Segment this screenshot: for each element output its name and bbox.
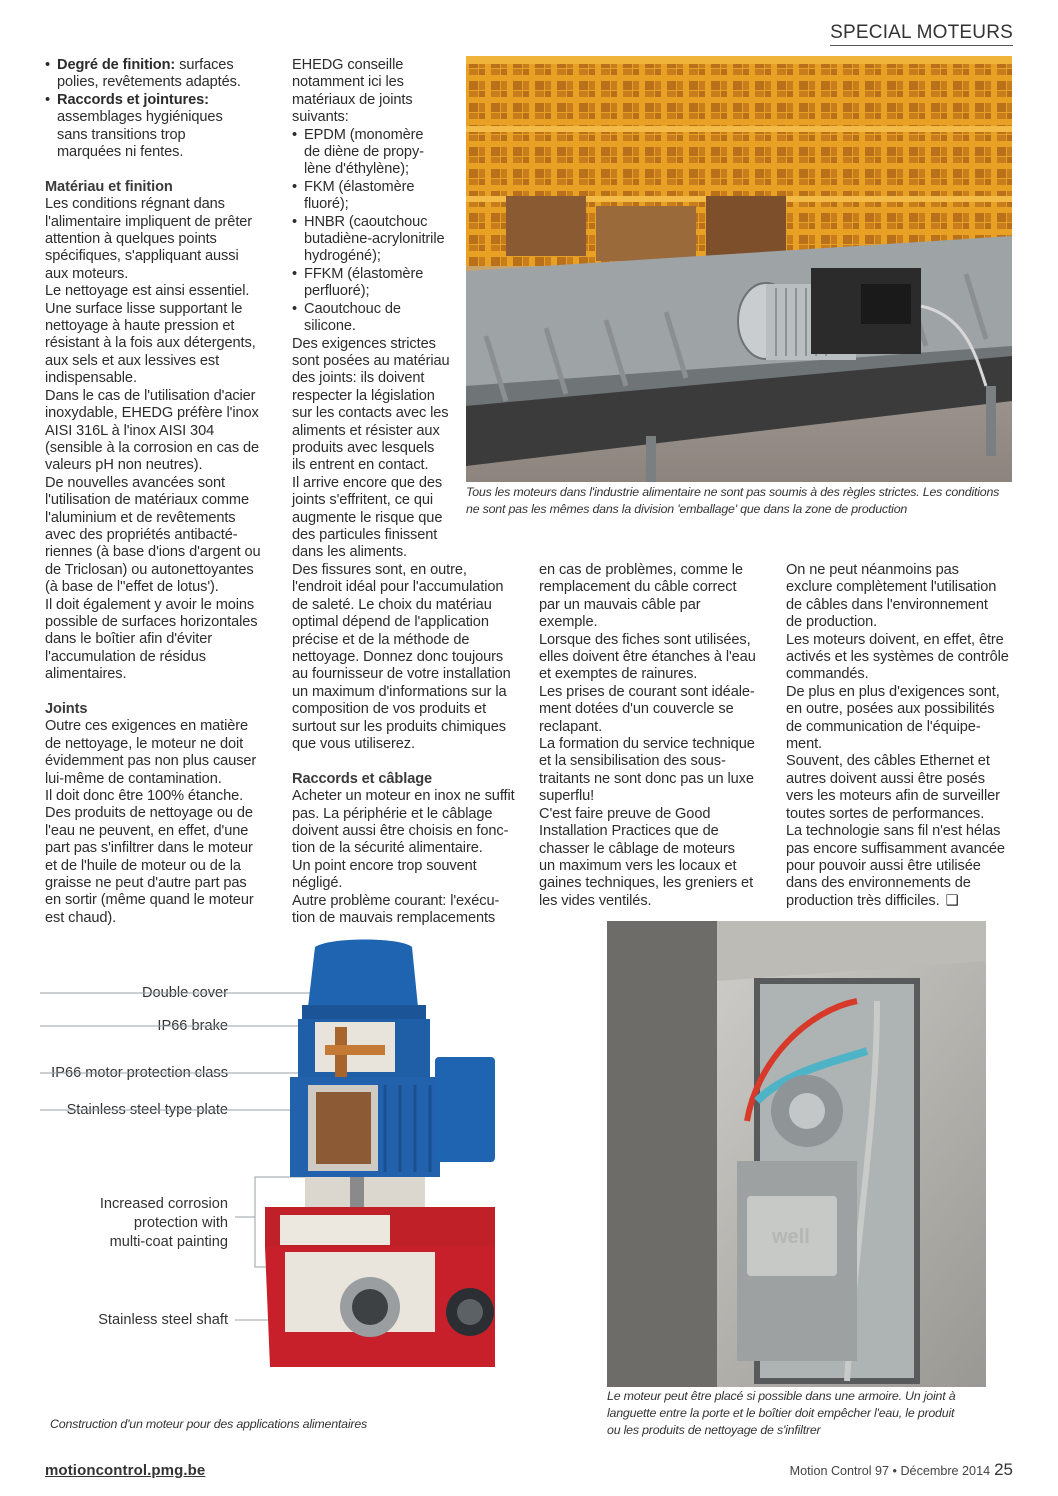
text-line: et de l'huile de moteur ou de la xyxy=(45,857,241,874)
label-line: protection with xyxy=(133,1215,228,1231)
bullet-dot: • xyxy=(45,91,51,108)
text-line: en cas de problèmes, comme le xyxy=(539,562,743,578)
list-item-line: lène d'éthylène); xyxy=(304,161,409,178)
bullet-dot: • xyxy=(45,57,51,73)
text-line: l'aluminium et de revêtements xyxy=(45,509,236,526)
list-item-line: EPDM (monomère xyxy=(304,126,424,143)
bullet-dot: • xyxy=(292,213,298,230)
text-line: Outre ces exigences en matière xyxy=(45,718,249,735)
bullet-dot: • xyxy=(292,265,298,282)
text-line: des joints: ils doivent xyxy=(292,370,425,387)
list-item xyxy=(292,301,462,336)
bullet-text: assemblages hygiéniques xyxy=(57,109,223,126)
text-line: de nettoyage, le moteur ne doit xyxy=(45,735,244,752)
page-number: 25 xyxy=(994,1460,1013,1479)
text-line: négligé. xyxy=(292,875,343,892)
bullet-text: polies, revêtements adaptés. xyxy=(57,74,241,91)
text-line: spécifiques, s'appliquant aussi xyxy=(45,248,239,265)
text-line: un maximum vers les locaux et xyxy=(539,857,737,874)
text-line: précise et de la méthode de xyxy=(292,631,470,648)
text-line: La formation du service technique xyxy=(539,736,755,753)
text-line: au fournisseur de votre installation xyxy=(292,666,511,683)
text-line: Des exigences strictes xyxy=(292,335,436,352)
list-item-line: Caoutchouc de xyxy=(304,300,401,317)
caption-motor: Construction d'un moteur pour des applications alimentaires xyxy=(50,1417,368,1431)
text-line: que vous utiliserez. xyxy=(292,736,415,753)
column-1 xyxy=(45,57,275,927)
text-line: La technologie sans fil n'est hélas xyxy=(786,823,1001,840)
bullet-bold: Raccords et jointures: xyxy=(57,91,209,108)
text-line: aliments et résister aux xyxy=(292,422,440,439)
text-line: toutes sortes de performances. xyxy=(786,805,985,822)
list-item-line: silicone. xyxy=(304,318,356,335)
text-line: optimal dépend de l'application xyxy=(292,614,489,631)
text-line: part pas s'infiltrer dans le moteur xyxy=(45,840,253,857)
text-line: de production. xyxy=(786,614,878,631)
label-line: multi-coat painting xyxy=(109,1234,228,1250)
caption-conveyor xyxy=(466,484,1026,518)
list-item-line: fluoré); xyxy=(304,196,349,213)
heading-materiau: Matériau et finition xyxy=(45,178,173,195)
paragraph-fissures xyxy=(292,562,527,753)
text-line: valeurs pH non neutres). xyxy=(45,457,203,474)
text-line: chasser le câblage de moteurs xyxy=(539,840,735,857)
text-line: l'endroit idéal pour l'accumulation xyxy=(292,579,504,596)
text-line: suivants: xyxy=(292,109,349,126)
text-line: de communication de l'équipe- xyxy=(786,718,981,735)
heading-joints: Joints xyxy=(45,701,88,717)
label-line: Increased corrosion xyxy=(99,1196,228,1212)
caption-line: Le moteur peut être placé si possible dans une armoire. Un joint à xyxy=(607,1389,956,1403)
text-line: de Triclosan) ou autonettoyantes xyxy=(45,561,254,578)
text-line: produits avec lesquels xyxy=(292,439,435,456)
bullet-list xyxy=(45,57,275,161)
paragraph-joint-requirements xyxy=(292,336,462,562)
bullet-dot: • xyxy=(292,126,298,143)
text-line: sont posées au matériau xyxy=(292,352,450,369)
text-line: aux moteurs. xyxy=(45,265,129,282)
text-line: vers les moteurs afin de surveiller xyxy=(786,788,1000,805)
bullet-bold: Degré de finition: xyxy=(57,57,176,73)
paragraph-raccords xyxy=(292,788,527,927)
text-line: Acheter un moteur en inox ne suffit xyxy=(292,788,515,805)
text-line: en sortir (même quand le moteur xyxy=(45,892,254,909)
bullet-text: marquées ni fentes. xyxy=(57,144,184,161)
text-line: de saleté. Le choix du matériau xyxy=(292,596,492,613)
text-line: dans des environnements de xyxy=(786,875,971,892)
text-line: est chaud). xyxy=(45,909,117,926)
text-line: Lorsque des fiches sont utilisées, xyxy=(539,631,751,648)
text-line: Il arrive encore que des xyxy=(292,474,443,491)
list-item-line: butadiène-acrylonitrile xyxy=(304,231,445,248)
text-line: pour pouvoir aussi être utilisée xyxy=(786,857,981,874)
text-line: tion de mauvais remplacements xyxy=(292,910,496,927)
text-line: EHEDG conseille xyxy=(292,57,404,73)
text-line: Autre problème courant: l'exécu- xyxy=(292,892,500,909)
text-line: traitants ne sont donc pas un luxe xyxy=(539,770,754,787)
text-line: De nouvelles avancées sont xyxy=(45,474,225,491)
bullet-finition xyxy=(45,57,275,92)
text-line: par un mauvais câble par xyxy=(539,596,701,613)
caption-line: Tous les moteurs dans l'industrie alimentaire ne sont pas soumis à des règles strictes. Les conditions xyxy=(466,485,1000,499)
website-link[interactable]: motioncontrol.pmg.be xyxy=(45,1462,206,1479)
text-line: nettoyage. Donnez donc toujours xyxy=(292,649,504,666)
list-item xyxy=(292,127,462,179)
text-line: en outre, posées aux possibilités xyxy=(786,701,995,718)
text-line: Souvent, des câbles Ethernet et xyxy=(786,753,990,770)
list-item-line: perfluoré); xyxy=(304,283,370,300)
column-4 xyxy=(786,562,1018,910)
text-line: ment dotées d'un couvercle se xyxy=(539,701,734,718)
text-line: joints s'effritent, ce qui xyxy=(292,492,434,509)
text-line xyxy=(786,893,1018,910)
text-line: surtout sur les produits chimiques xyxy=(292,718,506,735)
label-double-cover: Double cover xyxy=(142,985,228,1001)
caption-cabinet xyxy=(607,1388,987,1439)
caption-line: ne sont pas les mêmes dans la division 'emballage' que dans la zone de production xyxy=(466,502,908,516)
text-line: De plus en plus d'exigences sont, xyxy=(786,683,1000,700)
text-line: tion de la sécurité alimentaire. xyxy=(292,840,483,857)
text-line: l'utilisation de matériaux comme xyxy=(45,492,249,509)
list-item-line: FKM (élastomère xyxy=(304,178,415,195)
text-line: inoxydable, EHEDG préfère l'inox xyxy=(45,405,259,422)
text-line: Les prises de courant sont idéale- xyxy=(539,683,755,700)
text-line: remplacement du câble correct xyxy=(539,579,737,596)
text-line: On ne peut néanmoins pas xyxy=(786,562,959,578)
caption-line: ou les produits de nettoyage de s'infiltrer xyxy=(607,1423,821,1437)
brand-logo: well xyxy=(772,1226,810,1248)
text-line: l'eau ne peuvent, en effet, d'une xyxy=(45,822,249,839)
text-line: Une surface lisse supportant le xyxy=(45,300,243,317)
text-line: Dans le cas de l'utilisation d'acier xyxy=(45,387,256,404)
list-item xyxy=(292,266,462,301)
text-line: alimentaires. xyxy=(45,666,127,683)
text-line: matériaux de joints xyxy=(292,91,413,108)
text-line: évidemment pas non plus causer xyxy=(45,753,257,770)
bullet-text: surfaces xyxy=(175,57,234,73)
text-line: l'accumulation de résidus xyxy=(45,648,206,665)
text-line: Il doit donc être 100% étanche. xyxy=(45,788,244,805)
photo-motor-cabinet xyxy=(607,921,986,1387)
text-line: reclapant. xyxy=(539,718,603,735)
text-line: dans les aliments. xyxy=(292,544,408,561)
list-item-line: de diène de propy- xyxy=(304,144,424,161)
caption-line: languette entre la porte et le boîtier doit empêcher l'eau, le produit xyxy=(607,1406,955,1420)
text-line: AISI 316L à l'inox AISI 304 xyxy=(45,422,215,439)
bullet-dot: • xyxy=(292,300,298,317)
text-line: avec des propriétés antibacté- xyxy=(45,526,238,543)
text-line: Installation Practices que de xyxy=(539,823,719,840)
paragraph-joint-materials-intro xyxy=(292,57,462,127)
label-shaft: Stainless steel shaft xyxy=(98,1312,228,1328)
list-item-line: FFKM (élastomère xyxy=(304,265,424,282)
text-line: lui-même de contamination. xyxy=(45,770,222,787)
issue-label: Motion Control 97 • Décembre 2014 xyxy=(789,1464,991,1478)
text-line: résistant à la fois aux détergents, xyxy=(45,335,256,352)
text-line: Il doit également y avoir le moins xyxy=(45,596,255,613)
text-line: sur les contacts avec les xyxy=(292,405,449,422)
column-3 xyxy=(539,562,774,910)
label-type-plate: Stainless steel type plate xyxy=(66,1102,228,1118)
bullet-text: sans transitions trop xyxy=(57,126,186,143)
heading-raccords: Raccords et câblage xyxy=(292,770,433,787)
text-line: des particules finissent xyxy=(292,526,438,543)
text-line: ils entrent en contact. xyxy=(292,457,429,474)
photo-conveyor xyxy=(466,56,1012,482)
text-line: notamment ici les xyxy=(292,74,404,91)
motor-cutaway-illustration xyxy=(40,927,514,1401)
text-line: elles doivent être étanches à l'eau xyxy=(539,649,756,666)
paragraph-cablage xyxy=(539,562,774,910)
text-line: Les moteurs doivent, en effet, être xyxy=(786,631,1004,648)
text-line: et la sensibilisation des sous- xyxy=(539,753,726,770)
bullet-raccords xyxy=(45,92,275,162)
list-item-line: HNBR (caoutchouc xyxy=(304,213,428,230)
text-line: Des fissures sont, en outre, xyxy=(292,562,467,578)
paragraph-materiau xyxy=(45,196,275,683)
list-item xyxy=(292,214,462,266)
text-line: aux sels et aux lessives est xyxy=(45,352,220,369)
text-line: pas encore suffisamment avancée xyxy=(786,840,1005,857)
bullet-dot: • xyxy=(292,178,298,195)
text-line: composition de vos produits et xyxy=(292,701,487,718)
text-line: augmente le risque que xyxy=(292,509,443,526)
text-line: commandés. xyxy=(786,666,869,683)
figure-motor-construction xyxy=(40,927,514,1401)
text-line: indispensable. xyxy=(45,370,137,387)
section-title: SPECIAL MOTEURS xyxy=(830,22,1013,46)
cabinet-illustration xyxy=(607,921,986,1387)
text-line: doivent aussi être choisis en fonc- xyxy=(292,823,509,840)
text-line: graisse ne peut d'autre part pas xyxy=(45,875,247,892)
text-line: exemple. xyxy=(539,614,598,631)
label-ip66-brake: IP66 brake xyxy=(157,1018,228,1034)
paragraph-cables-production xyxy=(786,562,1018,910)
text-line: riennes (à base d'ions d'argent ou xyxy=(45,544,261,561)
paragraph-joints xyxy=(45,718,275,927)
column-2 xyxy=(292,57,462,562)
text-line: Un point encore trop souvent xyxy=(292,857,477,874)
conveyor-illustration xyxy=(466,56,1012,482)
joint-materials-list xyxy=(292,127,462,336)
text-line: ment. xyxy=(786,736,822,753)
text-line: autres doivent aussi être posés xyxy=(786,770,985,787)
list-item-line: hydrogéné); xyxy=(304,248,381,265)
text-line: un maximum d'informations sur la xyxy=(292,683,507,700)
text-line: respecter la législation xyxy=(292,387,435,404)
text-line: l'alimentaire impliquent de prêter xyxy=(45,213,253,230)
text-line: (à base de l''effet de lotus'). xyxy=(45,579,219,596)
text-line: Les conditions régnant dans xyxy=(45,196,225,213)
text-line: de câbles dans l'environnement xyxy=(786,596,988,613)
text-line: Des produits de nettoyage ou de xyxy=(45,805,253,822)
text-line: exclure complètement l'utilisation xyxy=(786,579,997,596)
text-line: gaines techniques, les greniers et xyxy=(539,875,754,892)
text-line: dans le boîtier afin d'éviter xyxy=(45,631,213,648)
text-line: nettoyage à haute pression et xyxy=(45,318,235,335)
text-line: Le nettoyage est ainsi essentiel. xyxy=(45,283,250,300)
text-line: (sensible à la corrosion en cas de xyxy=(45,439,260,456)
list-item xyxy=(292,179,462,214)
footer-issue xyxy=(790,1460,1013,1480)
label-ip66-class: IP66 motor protection class xyxy=(51,1065,228,1081)
text-line: attention à quelques points xyxy=(45,231,217,248)
text-line: C'est faire preuve de Good xyxy=(539,805,711,822)
text-line: et exemptes de rainures. xyxy=(539,666,698,683)
text-line: les vides ventilés. xyxy=(539,892,652,909)
end-of-article-mark: ❑ xyxy=(945,892,959,909)
text-line: activés et les systèmes de contrôle xyxy=(786,649,1009,666)
column-2-continued xyxy=(292,562,527,928)
text-line: superflu! xyxy=(539,788,595,805)
text-line: pas. La périphérie et le câblage xyxy=(292,805,493,822)
text-line: possible de surfaces horizontales xyxy=(45,613,258,630)
text-line-content: production très difficiles. xyxy=(786,892,940,909)
